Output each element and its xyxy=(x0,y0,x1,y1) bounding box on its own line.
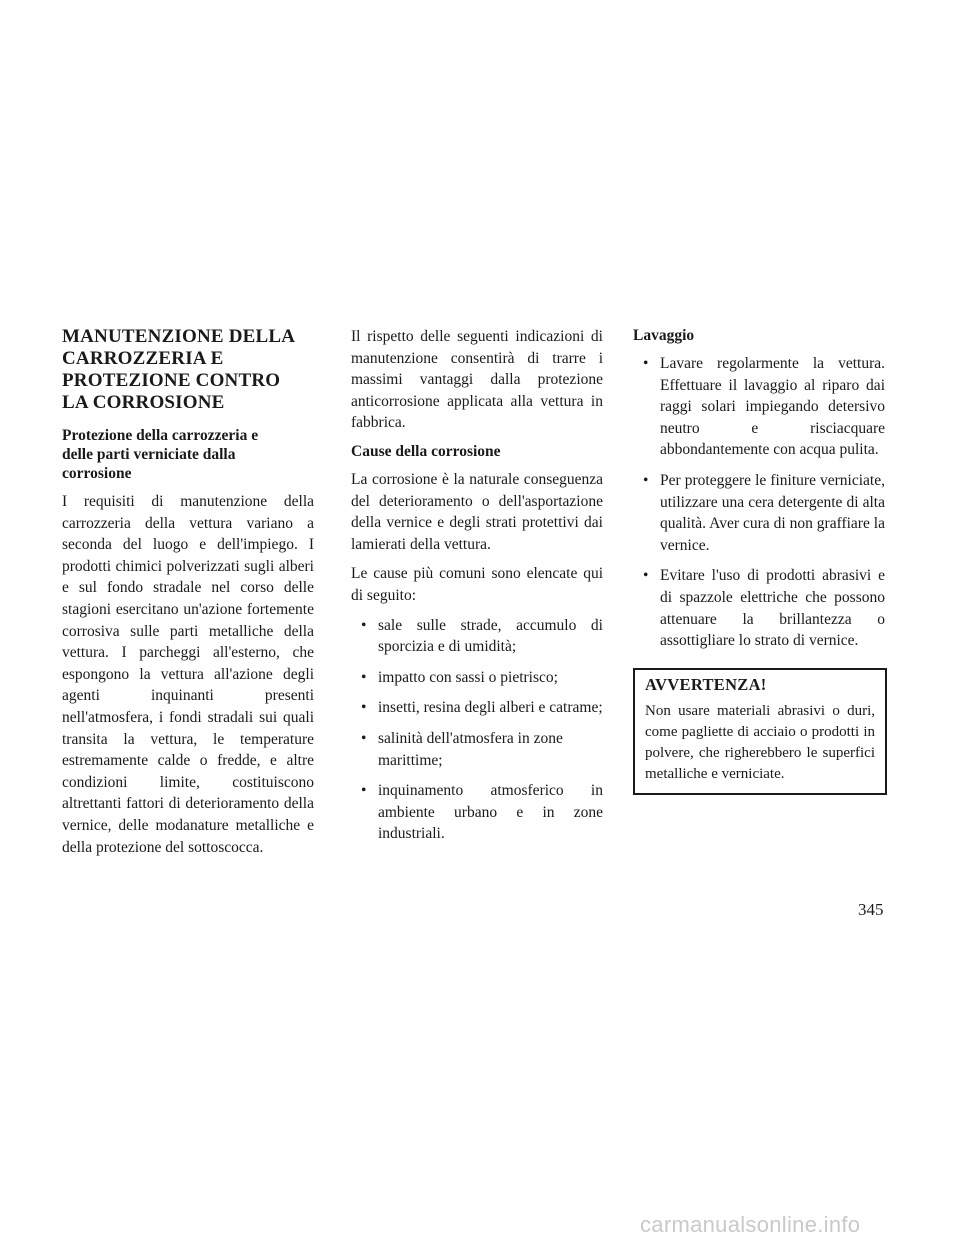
column-middle xyxy=(351,326,603,854)
list-item-text: inquinamento atmosferico in ambiente urbano e in zone industriali. xyxy=(378,782,603,843)
subsection-title-washing: Lavaggio xyxy=(633,327,695,344)
list-item xyxy=(351,667,603,689)
bullet-icon: • xyxy=(361,668,367,686)
column-right xyxy=(633,326,885,795)
bullet-icon: • xyxy=(361,729,367,747)
list-item xyxy=(351,728,603,771)
section-title-line: PROTEZIONE CONTRO xyxy=(62,370,281,391)
subsection-title-line: corrosione xyxy=(62,465,132,482)
list-item xyxy=(633,353,885,461)
column-left xyxy=(62,326,314,866)
section-title-line: MANUTENZIONE DELLA xyxy=(62,326,296,347)
list-item-text: salinità dell'atmosfera in zone marittime; xyxy=(378,729,563,769)
subsection-title-line: Protezione della carrozzeria e xyxy=(62,427,259,444)
subsection-title-causes: Cause della corrosione xyxy=(351,442,501,460)
body-paragraph: I requisiti di manutenzione della carrozzeria della vettura variano a seconda del luogo e dell'impiego. I prodotti chimici polverizzati sugli alberi e sul fondo stradale nel corso delle stagioni esercitano un'azione fortemente corrosiva sulle parti metalliche della vettura. I parcheggi all'esterno, che espongono la vettura all'azione degli agenti inquinanti presenti nell'atmosfera, i fondi stradali sui quali transita la vettura, le temperature estremamente calde o fredde, e altre condizioni limite, costituiscono altrettanti fattori di deterioramento della vernice, delle modanature metalliche e della protezione del sottoscocca. xyxy=(62,493,314,856)
subsection-title-line: delle parti verniciate dalla xyxy=(62,446,236,463)
subsection-title xyxy=(62,426,314,483)
washing-list xyxy=(633,353,885,652)
bullet-icon: • xyxy=(361,699,367,717)
list-item-text: Evitare l'uso di prodotti abrasivi e di spazzole elettriche che possono attenuare la brillantezza o assottigliare lo strato di vernice. xyxy=(660,567,885,650)
list-item-text: Per proteggere le finiture verniciate, utilizzare una cera detergente di alta qualità. Aver cura di non graffiare la vernice. xyxy=(660,471,885,554)
list-intro: Le cause più comuni sono elencate qui di seguito: xyxy=(351,565,603,604)
list-item-text: impatto con sassi o pietrisco; xyxy=(378,668,558,686)
warning-text: Non usare materiali abrasivi o duri, come pagliette di acciaio o prodotti in polvere, che righerebbero le superfici metalliche e verniciate. xyxy=(645,702,875,782)
list-item-text: Lavare regolarmente la vettura. Effettuare il lavaggio al riparo dai raggi solari impiegando detersivo neutro e risciacquare abbondantemente con acqua pulita. xyxy=(660,355,885,459)
intro-paragraph: Il rispetto delle seguenti indicazioni di manutenzione consentirà di trarre i massimi vantaggi dalla protezione anticorrosione applicata alla vettura in fabbrica. xyxy=(351,328,603,432)
body-paragraph: La corrosione è la naturale conseguenza del deterioramento o dell'asportazione della vernice e degli strati protettivi dai lamierati della vettura. xyxy=(351,470,603,553)
bullet-icon: • xyxy=(361,782,367,800)
list-item xyxy=(351,697,603,719)
section-title xyxy=(62,326,314,414)
bullet-icon: • xyxy=(643,471,649,489)
list-item xyxy=(633,470,885,556)
warning-box xyxy=(633,668,887,795)
list-item-text: insetti, resina degli alberi e catrame; xyxy=(378,699,603,717)
warning-title: AVVERTENZA! xyxy=(645,674,767,694)
watermark: carmanualsonline.info xyxy=(640,1212,861,1237)
list-item xyxy=(633,565,885,651)
bullet-icon: • xyxy=(361,616,367,634)
list-item-text: sale sulle strade, accumulo di sporcizia e di umidità; xyxy=(378,616,603,656)
list-item xyxy=(351,780,603,845)
section-title-line: CARROZZERIA E xyxy=(62,348,224,369)
bullet-icon: • xyxy=(643,355,649,372)
page-number: 345 xyxy=(858,900,884,919)
bullet-icon: • xyxy=(643,567,649,585)
causes-list xyxy=(351,615,603,845)
section-title-line: LA CORROSIONE xyxy=(62,392,225,413)
list-item xyxy=(351,615,603,658)
